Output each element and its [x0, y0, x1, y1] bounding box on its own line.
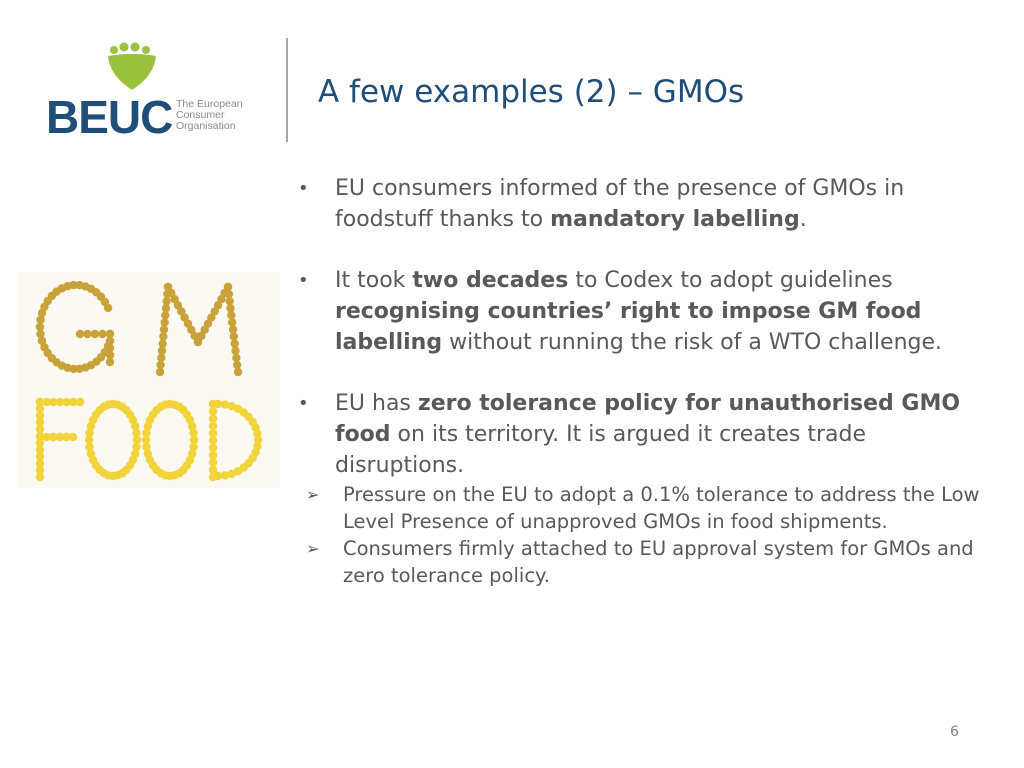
bullet-item: [298, 173, 988, 235]
bullet-text: without running the risk of a WTO challenge.: [442, 330, 943, 355]
bullet-dot-icon: •: [298, 270, 309, 291]
sub-bullet-item: [298, 481, 988, 535]
bullet-dot-icon: •: [298, 393, 309, 414]
sub-bullet-text: Consumers firmly attached to EU approval system for GMOs and zero tolerance policy.: [343, 537, 974, 587]
bullet-bold-text: recognising countries’ right to impose GM food labelling: [335, 299, 922, 355]
bullet-bold-text: zero tolerance policy for unauthorised GMO food: [335, 391, 961, 447]
arrow-bullet-icon: ➢: [306, 539, 320, 558]
bullet-item: [298, 388, 988, 589]
bullet-list: [298, 173, 988, 589]
bullet-bold-text: two decades: [412, 268, 569, 293]
gm-food-image: [18, 272, 280, 488]
logo-wordmark: BEUC: [46, 91, 173, 143]
people-logo-icon: [102, 42, 162, 94]
bullet-dot-icon: •: [298, 178, 309, 199]
beuc-logo: [46, 42, 256, 142]
sub-bullet-text: Pressure on the EU to adopt a 0.1% tolerance to address the Low Level Presence of unapproved GMOs in food shipments.: [343, 483, 980, 533]
bullet-text: on its territory. It is argued it creates trade disruptions.: [335, 422, 867, 478]
bullet-bold-text: mandatory labelling: [550, 207, 800, 232]
bullet-text: to Codex to adopt guidelines: [568, 268, 893, 293]
bullet-text: .: [799, 207, 807, 232]
logo-subtitle: The European Consumer Organisation: [176, 98, 243, 132]
bullet-text: EU has: [335, 391, 418, 416]
page-number: 6: [950, 724, 959, 740]
header-divider: [286, 38, 288, 142]
arrow-bullet-icon: ➢: [306, 485, 320, 504]
slide-title: A few examples (2) – GMOs: [318, 74, 745, 110]
sub-bullet-item: [298, 535, 988, 589]
bullet-text: EU consumers informed of the presence of GMOs in foodstuff thanks to: [335, 176, 905, 232]
bullet-item: [298, 265, 988, 358]
bullet-text: It took: [335, 268, 413, 293]
